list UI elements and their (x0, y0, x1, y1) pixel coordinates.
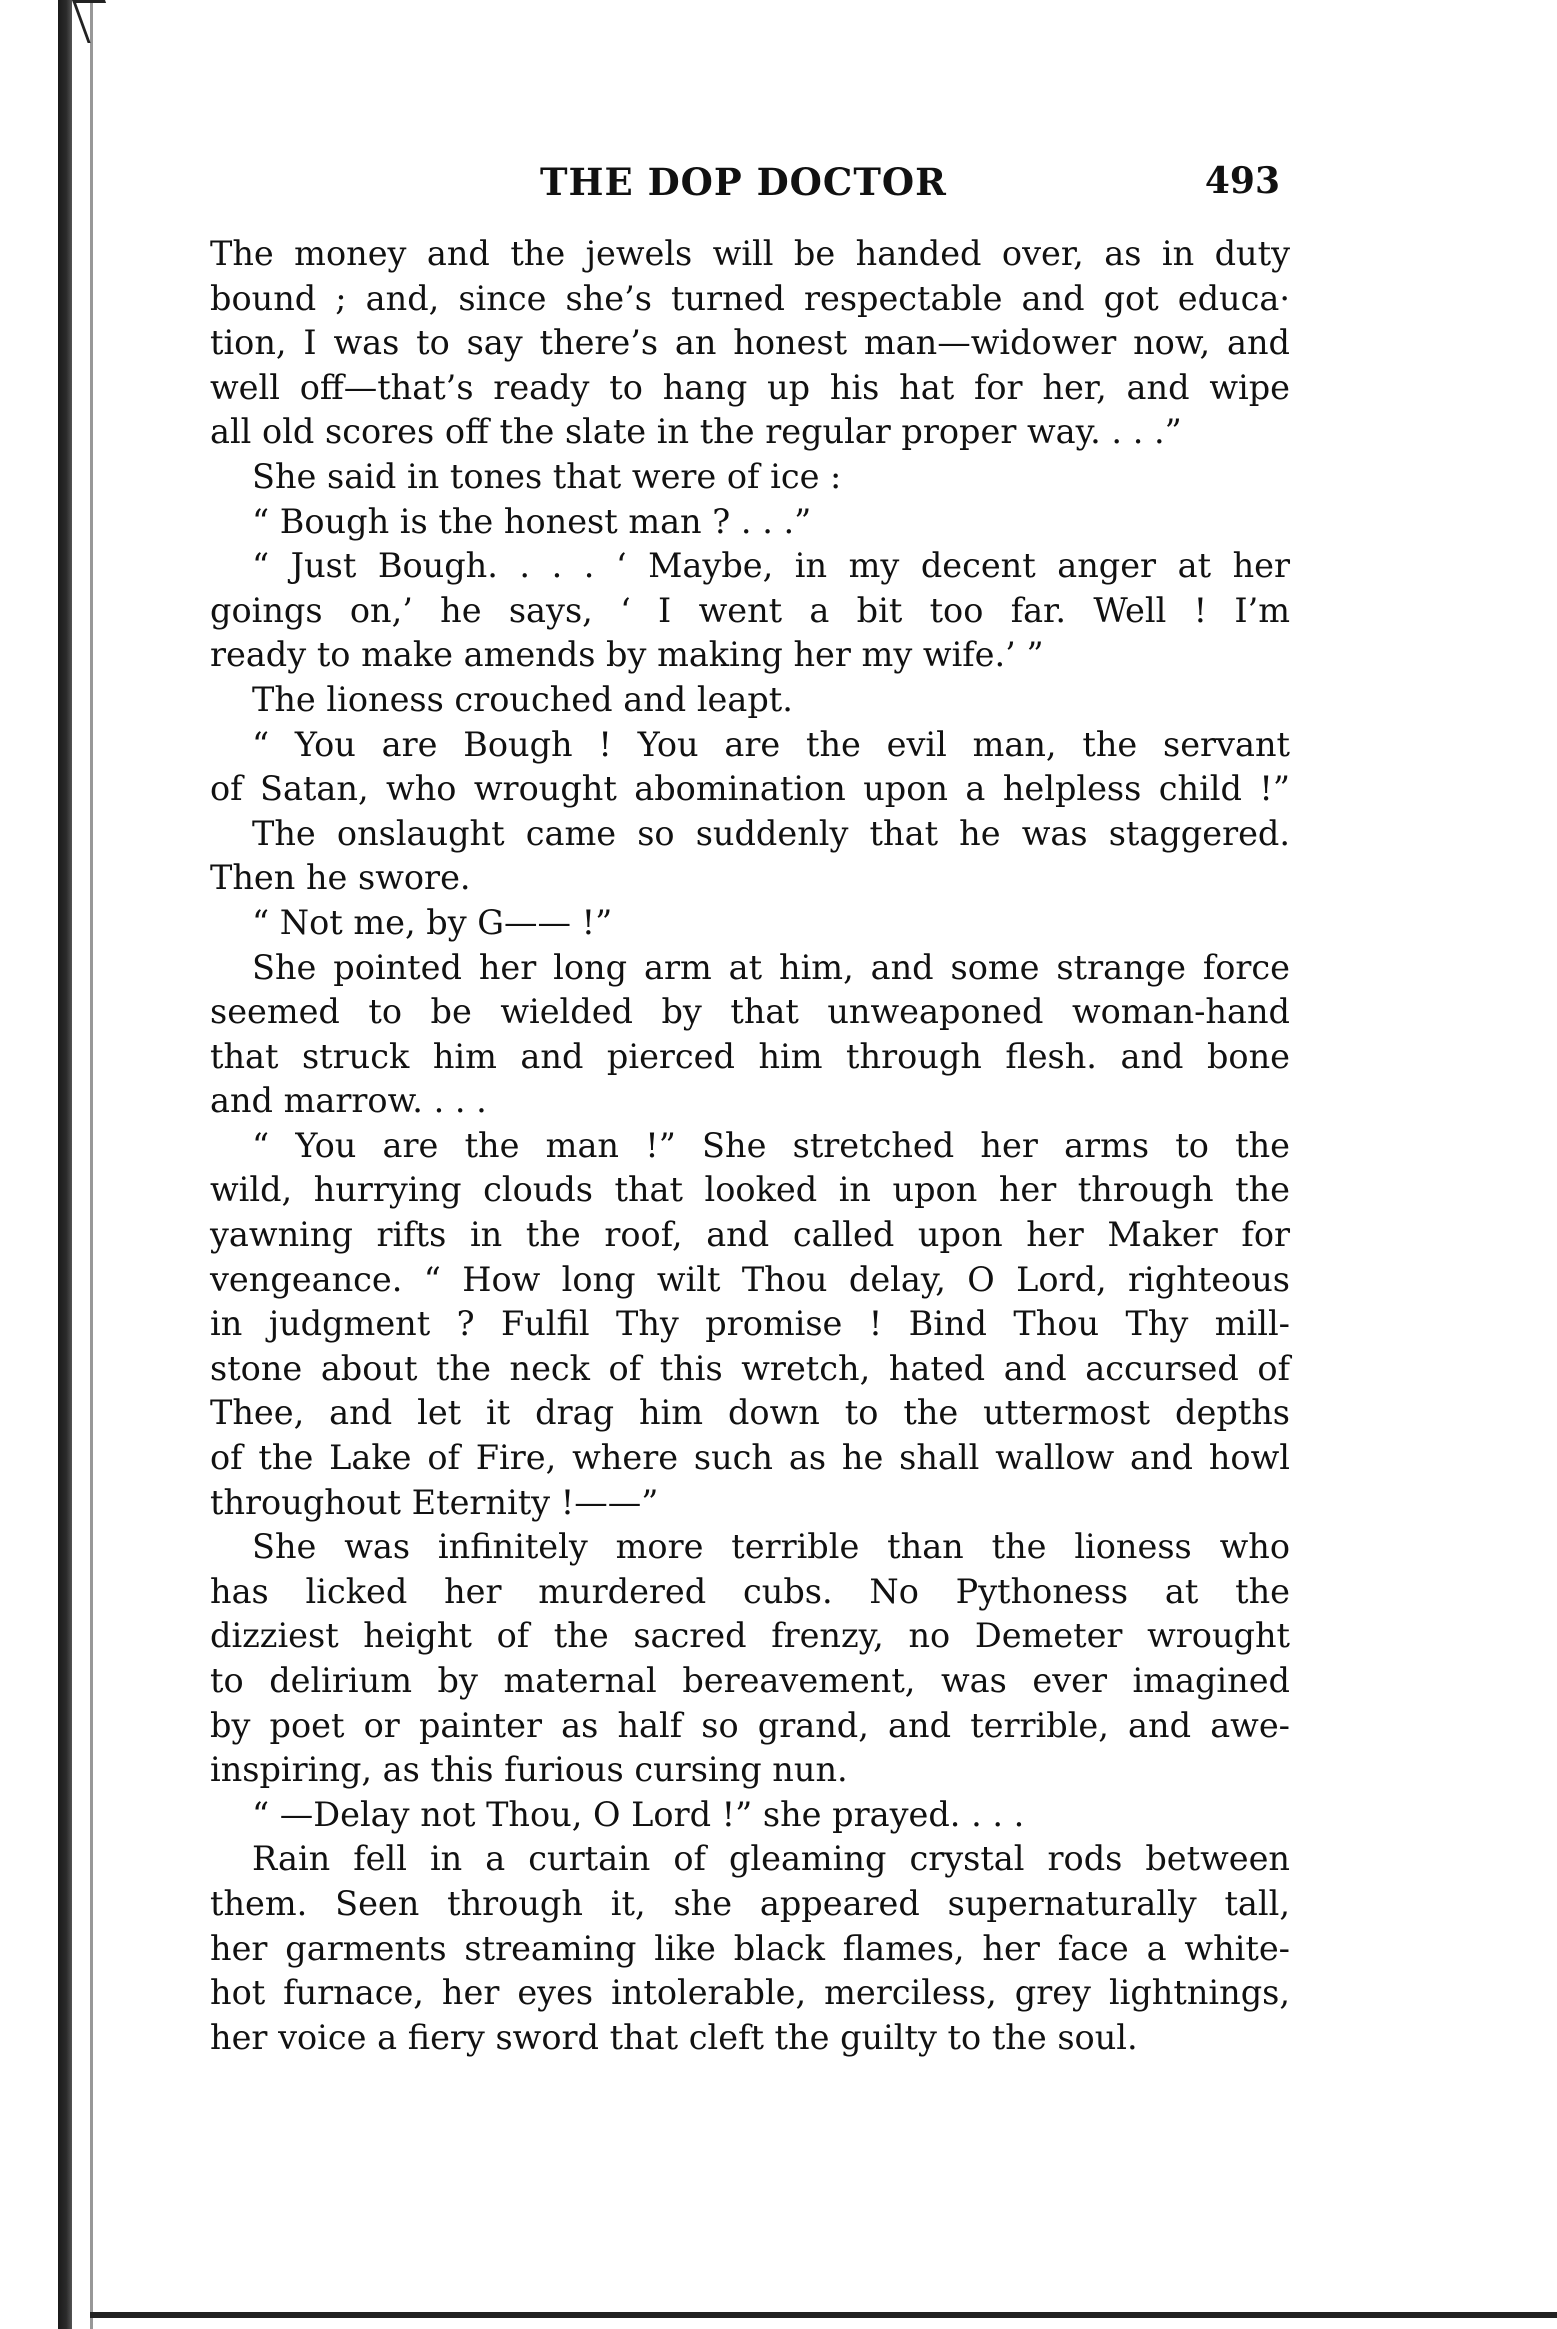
text-line: and marrow. . . . (210, 1081, 487, 1121)
text-line: inspiring, as this furious cursing nun. (210, 1750, 848, 1790)
text-line: all old scores off the slate in the regular proper way. . . .” (210, 412, 1182, 452)
text-line: wild, hurrying clouds that looked in upon her through the (210, 1170, 1290, 1210)
text-line: her voice a fiery sword that cleft the guilty to the soul. (210, 2017, 1138, 2057)
text-line: vengeance. “ How long wilt Thou delay, O Lord, righteous (210, 1259, 1290, 1299)
body-text (210, 232, 1290, 2060)
text-line: hot furnace, her eyes intolerable, merciless, grey lightnings, (210, 1973, 1290, 2013)
text-line: ready to make amends by making her my wife.’ ” (210, 635, 1044, 675)
text-line: The money and the jewels will be handed over, as in duty (210, 234, 1290, 273)
text-line: yawning rifts in the roof, and called upon her Maker for (210, 1215, 1290, 1255)
text-line: by poet or painter as half so grand, and terrible, and awe- (210, 1705, 1290, 1745)
text-line: seemed to be wielded by that unweaponed woman-hand (210, 992, 1290, 1032)
text-line: well off—that’s ready to hang up his hat for her, and wipe (210, 367, 1290, 407)
text-line: Rain fell in a curtain of gleaming crystal rods between (252, 1839, 1290, 1879)
text-line: “ You are the man !” She stretched her arms to the (252, 1125, 1290, 1165)
text-line: tion, I was to say there’s an honest man—widower now, and (210, 323, 1290, 363)
page-number: 493 (1204, 160, 1280, 202)
page-binding-shadow (90, 0, 93, 2329)
text-line: Then he swore. (210, 858, 471, 898)
text-line: The lioness crouched and leapt. (252, 679, 793, 719)
text-line: of the Lake of Fire, where such as he shall wallow and howl (210, 1438, 1290, 1478)
page-corner-mark (72, 0, 121, 43)
text-line: goings on,’ he says, ‘ I went a bit too far. Well ! I’m (210, 590, 1290, 630)
text-line: “ You are Bough ! You are the evil man, the servant (252, 724, 1290, 764)
text-line: “ Not me, by G—— !” (252, 902, 613, 942)
text-line: “ Bough is the honest man ? . . .” (252, 501, 812, 541)
text-line: throughout Eternity !——” (210, 1482, 659, 1522)
text-line: her garments streaming like black flames, her face a white- (210, 1928, 1290, 1968)
text-line: of Satan, who wrought abomination upon a helpless child !” (210, 769, 1290, 809)
text-line: “ Just Bough. . . . ‘ Maybe, in my decent anger at her (252, 546, 1290, 586)
text-line: “ —Delay not Thou, O Lord !” she prayed. . . . (252, 1794, 1025, 1834)
text-line: Thee, and let it drag him down to the uttermost depths (210, 1393, 1290, 1433)
text-line: bound ; and, since she’s turned respectable and got educa· (210, 278, 1290, 318)
text-line: them. Seen through it, she appeared supernaturally tall, (210, 1883, 1290, 1923)
text-line: has licked her murdered cubs. No Pythoness at the (210, 1571, 1290, 1611)
text-line: to delirium by maternal bereavement, was ever imagined (210, 1661, 1290, 1700)
page-binding-edge (58, 0, 72, 2329)
text-line: She pointed her long arm at him, and some strange force (252, 947, 1290, 987)
text-line: dizziest height of the sacred frenzy, no Demeter wrought (210, 1616, 1290, 1656)
running-title: THE DOP DOCTOR (540, 160, 947, 204)
text-line: that struck him and pierced him through flesh. and bone (210, 1036, 1290, 1076)
text-line: in judgment ? Fulfil Thy promise ! Bind Thou Thy mill- (210, 1304, 1290, 1344)
text-line: The onslaught came so suddenly that he was staggered. (252, 813, 1290, 853)
page-bottom-edge (90, 2312, 1557, 2318)
text-line: stone about the neck of this wretch, hated and accursed of (210, 1348, 1290, 1388)
text-line: She was infinitely more terrible than the lioness who (252, 1527, 1290, 1567)
text-line: She said in tones that were of ice : (252, 456, 842, 496)
running-header (210, 160, 1280, 208)
